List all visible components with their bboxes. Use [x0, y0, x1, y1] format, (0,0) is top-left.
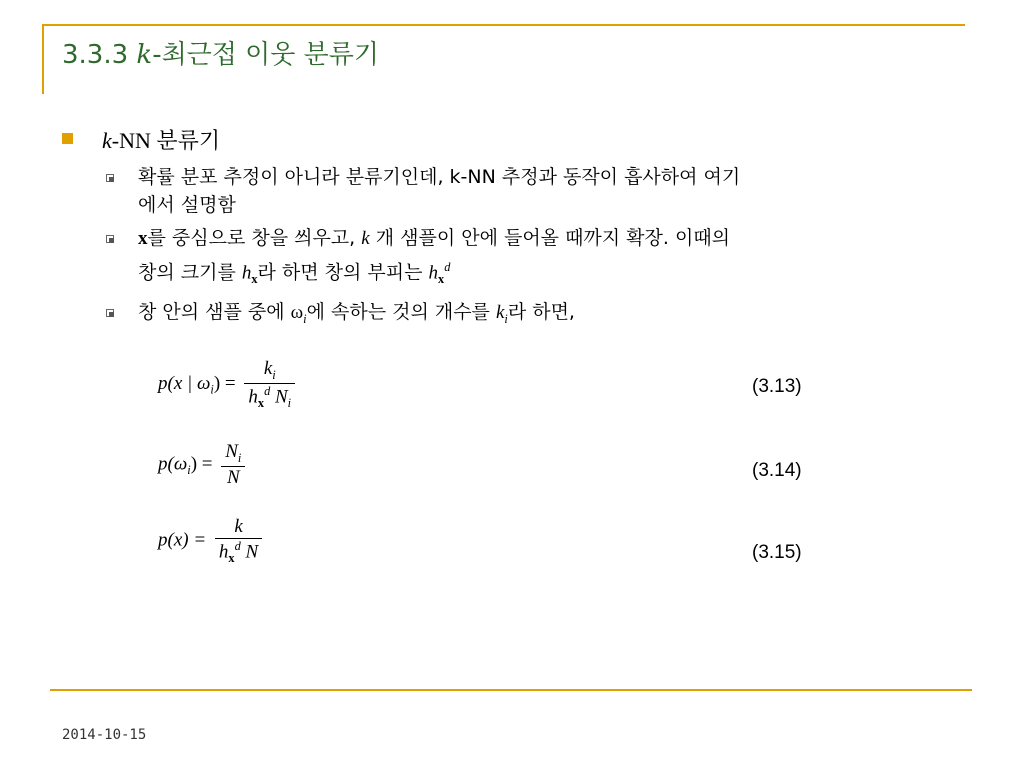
eq1-num: k [263, 358, 273, 379]
title-frame-top-line [42, 24, 965, 26]
sub-bullet-description [62, 163, 948, 219]
eq2-fraction [221, 441, 245, 489]
sub-bullet-window [62, 224, 948, 293]
eq1-den-n: N [274, 386, 288, 408]
eq2-den: N [226, 466, 240, 488]
sub1-line1: 확률 분포 추정이 아니라 분류기인데, k-NN 추정과 동작이 흡사하여 여기 [138, 166, 741, 188]
eq3-den-hsub: x [228, 551, 235, 566]
equation-label-3-13: (3.13) [752, 376, 802, 397]
eq1-den-hsup: d [264, 383, 271, 398]
title-text: -최근접 이웃 분류기 [152, 40, 380, 70]
bullet-knn-classifier [62, 124, 962, 155]
sub2-x: x [138, 228, 148, 249]
equation-label-3-14: (3.14) [752, 460, 802, 481]
sub3-text3: 라 하면, [507, 301, 575, 324]
bullet1-k: k [102, 128, 112, 153]
footer-date: 2014-10-15 [62, 727, 147, 743]
eq1-den-hsub: x [257, 395, 265, 410]
eq1-lhs-end: ) = [213, 372, 236, 394]
sub-bullet-count [62, 298, 948, 333]
sub3-omega: ω [290, 302, 304, 324]
sub3-text1: 창 안의 샘플 중에 [138, 301, 291, 324]
sub3-k-sub: i [504, 311, 508, 326]
equation-3-13 [158, 358, 295, 411]
sub2-k: k [361, 228, 370, 249]
bullet1-text: -NN 분류기 [111, 128, 221, 153]
eq1-lhs: p(x | ω [158, 372, 211, 394]
sub2-h-sub: x [251, 272, 258, 287]
eq3-fraction [215, 516, 262, 566]
sub3-omega-sub: i [303, 311, 307, 326]
sub2-h2-sup: d [444, 260, 451, 274]
eq2-lhs-sub: i [187, 463, 191, 478]
square-bullet-icon [62, 133, 73, 144]
sub2-text3: 창의 크기를 [138, 261, 242, 284]
eq1-den-n-sub: i [287, 395, 292, 410]
equation-3-14 [158, 441, 245, 489]
sub2-h2: h [428, 262, 439, 284]
slide-content [62, 124, 962, 338]
title-frame-left-line [42, 24, 44, 94]
eq3-num: k [234, 516, 243, 537]
eq1-lhs-sub: i [210, 382, 214, 397]
sub3-k: k [495, 302, 505, 324]
eq3-lhs: p(x) = [158, 529, 207, 551]
eq2-lhs: p(ω [158, 453, 188, 475]
hollow-square-bullet-icon [106, 235, 114, 243]
eq3-den-hsup: d [234, 539, 241, 553]
eq3-den-h: h [218, 541, 229, 563]
footer-divider [50, 689, 972, 691]
equation-label-3-15: (3.15) [752, 542, 802, 563]
hollow-square-bullet-icon [106, 174, 114, 182]
eq2-num: N [225, 441, 238, 462]
sub2-text4: 라 하면 창의 부피는 [257, 261, 429, 284]
title-k: k [136, 40, 153, 70]
title-number: 3.3.3 [62, 40, 129, 70]
eq2-num-sub: i [237, 450, 242, 465]
sub2-h2-sub: x [438, 272, 445, 287]
slide-title [62, 34, 379, 71]
sub3-text2: 에 속하는 것의 개수를 [306, 301, 496, 324]
eq1-fraction [244, 358, 295, 411]
sub2-text1: 를 중심으로 창을 씌우고, [147, 227, 362, 249]
eq1-num-sub: i [272, 367, 276, 382]
eq3-den-n: N [245, 541, 259, 563]
sub2-h: h [241, 262, 252, 284]
equation-3-15 [158, 516, 262, 566]
sub1-line2: 에서 설명함 [138, 194, 236, 216]
hollow-square-bullet-icon [106, 309, 114, 317]
sub2-text2: 개 샘플이 안에 들어올 때까지 확장. 이때의 [369, 227, 731, 249]
eq1-den-h: h [248, 386, 258, 408]
eq2-lhs-end: ) = [190, 453, 213, 475]
